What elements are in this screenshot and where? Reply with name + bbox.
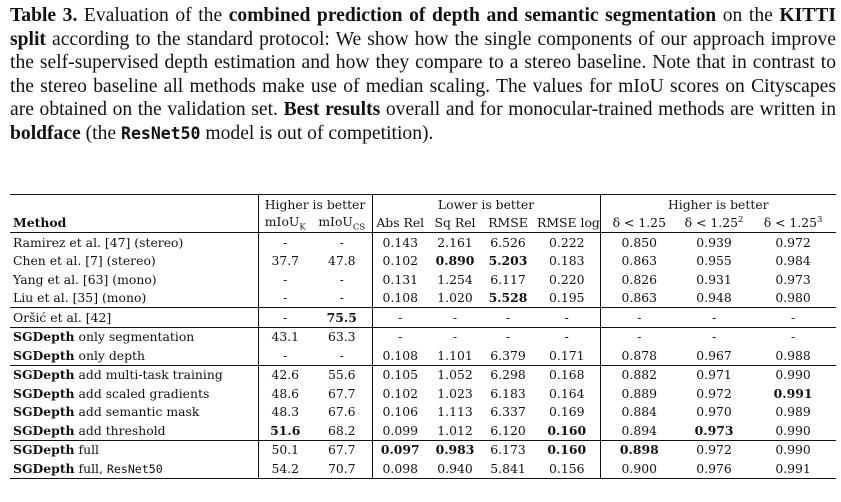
- value-cell: 0.894: [621, 422, 658, 438]
- method-cell: SGDepth full: [10, 440, 258, 459]
- value-cell: 0.973: [775, 271, 811, 287]
- value-cell: 0.169: [534, 403, 600, 422]
- value-cell: 1.101: [437, 347, 473, 363]
- value-cell: -: [283, 347, 288, 363]
- value-cell: 0.990: [750, 365, 836, 384]
- value-cell: 0.171: [534, 346, 600, 365]
- caption-bold-2: KITTI split: [10, 5, 837, 50]
- method-cell: SGDepth only segmentation: [10, 327, 258, 346]
- value-cell: 0.990: [775, 422, 811, 438]
- value-cell: 0.900: [600, 459, 678, 478]
- value-cell: -: [534, 327, 600, 346]
- caption-mono: ResNet50: [121, 123, 201, 143]
- table-row: [10, 459, 836, 478]
- table-row: [10, 365, 836, 384]
- value-cell: -: [678, 327, 750, 346]
- col-header-sq-rel: Sq Rel: [434, 215, 476, 231]
- value-cell: 0.131: [382, 271, 418, 287]
- value-cell: 0.183: [534, 252, 600, 271]
- value-cell: 0.976: [678, 459, 750, 478]
- value-cell: 0.097: [372, 440, 428, 459]
- group-header-row: [10, 195, 836, 214]
- group-header-lower: Lower is better: [372, 195, 600, 214]
- value-cell: 6.120: [490, 422, 526, 438]
- caption-label: Table 3.: [10, 5, 78, 26]
- col-header-miou-k: mIoU$_K$: [264, 213, 306, 232]
- table-row: [10, 346, 836, 365]
- table-row: [10, 403, 836, 422]
- value-cell: 1.023: [437, 385, 473, 401]
- col-header-rmse-log: RMSE log: [534, 214, 600, 233]
- value-cell: 0.884: [621, 404, 658, 420]
- value-cell: 70.7: [312, 459, 372, 478]
- value-cell: 51.6: [270, 422, 301, 438]
- table-row: [10, 421, 836, 440]
- value-cell: 47.8: [312, 252, 372, 271]
- value-cell: 0.939: [678, 233, 750, 252]
- value-cell: 0.108: [382, 347, 418, 363]
- value-cell: 50.1: [258, 440, 312, 459]
- value-cell: -: [482, 308, 534, 328]
- method-cell: SGDepth add semantic mask: [10, 403, 258, 422]
- value-cell: 0.983: [428, 440, 482, 459]
- value-cell: -: [534, 308, 600, 328]
- caption-text-1: Evaluation of the: [77, 5, 229, 26]
- method-cell: Chen et al. [7] (stereo): [10, 252, 258, 271]
- value-cell: 0.940: [428, 459, 482, 478]
- value-cell: 5.841: [482, 459, 534, 478]
- col-header-method: Method: [10, 214, 258, 233]
- value-cell: 0.105: [372, 365, 428, 384]
- caption-text-3: according to the standard protocol: We show how the single components of our approach improve the self-supervised depth estimation and how they compare to a stereo baseline. Note that in contrast to the stereo baseline all methods make use of median scaling. The values for mIoU scores on Cityscapes are obtained on the validation set.: [10, 28, 836, 121]
- value-cell: 0.967: [696, 347, 732, 363]
- value-cell: 0.991: [773, 385, 813, 401]
- value-cell: 0.143: [372, 233, 428, 252]
- value-cell: 0.863: [621, 290, 658, 306]
- value-cell: 0.102: [382, 253, 418, 269]
- value-cell: 1.254: [437, 271, 473, 287]
- value-cell: -: [600, 308, 678, 328]
- value-cell: -: [283, 271, 288, 287]
- method-cell: Oršić et al. [42]: [10, 308, 258, 328]
- value-cell: 0.220: [534, 270, 600, 289]
- value-cell: 0.890: [435, 253, 475, 269]
- value-cell: -: [258, 233, 312, 252]
- value-cell: 0.106: [382, 404, 418, 420]
- method-cell: SGDepth add scaled gradients: [10, 384, 258, 403]
- value-cell: 0.991: [750, 459, 836, 478]
- value-cell: -: [312, 289, 372, 308]
- value-cell: 1.113: [437, 404, 473, 420]
- value-cell: 0.160: [534, 440, 600, 459]
- value-cell: 0.164: [534, 384, 600, 403]
- caption-bold-3: Best results: [283, 99, 381, 121]
- value-cell: 0.955: [696, 253, 732, 269]
- value-cell: 67.7: [312, 440, 372, 459]
- value-cell: 0.098: [372, 459, 428, 478]
- value-cell: 5.528: [488, 290, 528, 306]
- value-cell: 0.160: [534, 421, 600, 440]
- caption-bold-1: combined prediction of depth and semantic segmentation: [228, 5, 717, 26]
- method-cell: SGDepth add threshold: [10, 421, 258, 440]
- value-cell: 54.2: [258, 459, 312, 478]
- value-cell: 63.3: [312, 327, 372, 346]
- value-cell: 6.183: [490, 385, 526, 401]
- value-cell: 0.972: [678, 440, 750, 459]
- value-cell: 0.980: [775, 290, 811, 306]
- col-header-delta-1: δ < 1.25: [612, 215, 666, 231]
- col-header-miou-cs: mIoU$_{CS}$: [312, 214, 372, 233]
- value-cell: -: [258, 308, 312, 328]
- value-cell: 68.2: [312, 421, 372, 440]
- value-cell: 0.988: [775, 347, 811, 363]
- value-cell: 0.889: [621, 385, 658, 401]
- value-cell: 6.526: [482, 233, 534, 252]
- caption-text-4: overall and for monocular-trained methods are written in: [380, 99, 836, 121]
- value-cell: -: [750, 308, 836, 328]
- value-cell: 0.972: [750, 233, 836, 252]
- value-cell: 0.156: [534, 459, 600, 478]
- value-cell: 0.948: [696, 290, 732, 306]
- value-cell: 0.168: [534, 365, 600, 384]
- caption-text-5: (the: [80, 122, 122, 144]
- col-header-abs-rel: Abs Rel: [376, 215, 425, 231]
- table-row: [10, 440, 836, 459]
- method-cell: SGDepth add multi-task training: [10, 365, 258, 384]
- group-header-empty: [10, 195, 258, 214]
- value-cell: -: [482, 327, 534, 346]
- value-cell: -: [428, 308, 482, 328]
- method-cell: Yang et al. [63] (mono): [10, 270, 258, 289]
- value-cell: 48.3: [271, 404, 300, 420]
- value-cell: 0.898: [600, 440, 678, 459]
- table-row: [10, 289, 836, 308]
- results-table-wrapper: [10, 194, 836, 479]
- value-cell: 5.203: [488, 253, 528, 269]
- results-table-body: [10, 233, 836, 479]
- value-cell: 75.5: [312, 308, 372, 328]
- value-cell: 0.108: [382, 290, 418, 306]
- value-cell: -: [372, 308, 428, 328]
- value-cell: -: [312, 346, 372, 365]
- table-row: [10, 384, 836, 403]
- value-cell: -: [283, 290, 288, 306]
- results-table: [10, 194, 836, 479]
- value-cell: 42.6: [258, 365, 312, 384]
- value-cell: 6.173: [482, 440, 534, 459]
- value-cell: 6.298: [482, 365, 534, 384]
- method-cell: SGDepth full, ResNet50: [10, 459, 258, 478]
- value-cell: 0.222: [534, 233, 600, 252]
- col-header-rmse: RMSE: [488, 215, 528, 231]
- col-header-delta-3: $\delta < 1.25^3$: [763, 215, 823, 231]
- value-cell: 0.971: [678, 365, 750, 384]
- value-cell: -: [312, 270, 372, 289]
- value-cell: 0.990: [750, 440, 836, 459]
- caption-text-6: model is out of competition).: [200, 122, 434, 144]
- value-cell: 37.7: [271, 253, 300, 269]
- col-header-delta-2: $\delta < 1.25^2$: [684, 215, 744, 231]
- value-cell: 0.970: [696, 404, 732, 420]
- value-cell: 6.379: [490, 347, 526, 363]
- value-cell: 6.117: [490, 271, 526, 287]
- value-cell: 1.012: [437, 422, 473, 438]
- value-cell: -: [372, 327, 428, 346]
- value-cell: 6.337: [490, 404, 526, 420]
- value-cell: -: [750, 327, 836, 346]
- method-cell: Ramirez et al. [47] (stereo): [10, 233, 258, 252]
- method-cell: Liu et al. [35] (mono): [10, 289, 258, 308]
- value-cell: 0.878: [621, 347, 658, 363]
- value-cell: 0.989: [775, 404, 811, 420]
- table-row: [10, 270, 836, 289]
- table-row: [10, 233, 836, 252]
- value-cell: 43.1: [258, 327, 312, 346]
- group-header-higher-2: Higher is better: [600, 195, 836, 214]
- value-cell: -: [600, 327, 678, 346]
- value-cell: 0.931: [696, 271, 732, 287]
- value-cell: 55.6: [312, 365, 372, 384]
- value-cell: -: [428, 327, 482, 346]
- value-cell: 67.7: [312, 384, 372, 403]
- table-caption: [10, 4, 836, 146]
- value-cell: 2.161: [428, 233, 482, 252]
- value-cell: 0.102: [382, 385, 418, 401]
- value-cell: 0.826: [621, 271, 658, 287]
- value-cell: 0.973: [694, 422, 734, 438]
- table-row: [10, 327, 836, 346]
- table-row: [10, 308, 836, 328]
- group-header-higher-1: Higher is better: [258, 195, 372, 214]
- value-cell: -: [678, 308, 750, 328]
- value-cell: 48.6: [271, 385, 300, 401]
- value-cell: 67.6: [312, 403, 372, 422]
- value-cell: 1.052: [428, 365, 482, 384]
- value-cell: 0.984: [775, 253, 811, 269]
- column-header-row: [10, 214, 836, 233]
- value-cell: 0.972: [696, 385, 732, 401]
- value-cell: 0.195: [534, 289, 600, 308]
- value-cell: 0.882: [600, 365, 678, 384]
- method-cell: SGDepth only depth: [10, 346, 258, 365]
- value-cell: -: [312, 233, 372, 252]
- caption-bold-4: boldface: [10, 122, 81, 144]
- table-row: [10, 252, 836, 271]
- value-cell: 0.863: [621, 253, 658, 269]
- value-cell: 1.020: [437, 290, 473, 306]
- value-cell: 0.850: [600, 233, 678, 252]
- value-cell: 0.099: [382, 422, 418, 438]
- caption-text-2: on the: [716, 5, 780, 26]
